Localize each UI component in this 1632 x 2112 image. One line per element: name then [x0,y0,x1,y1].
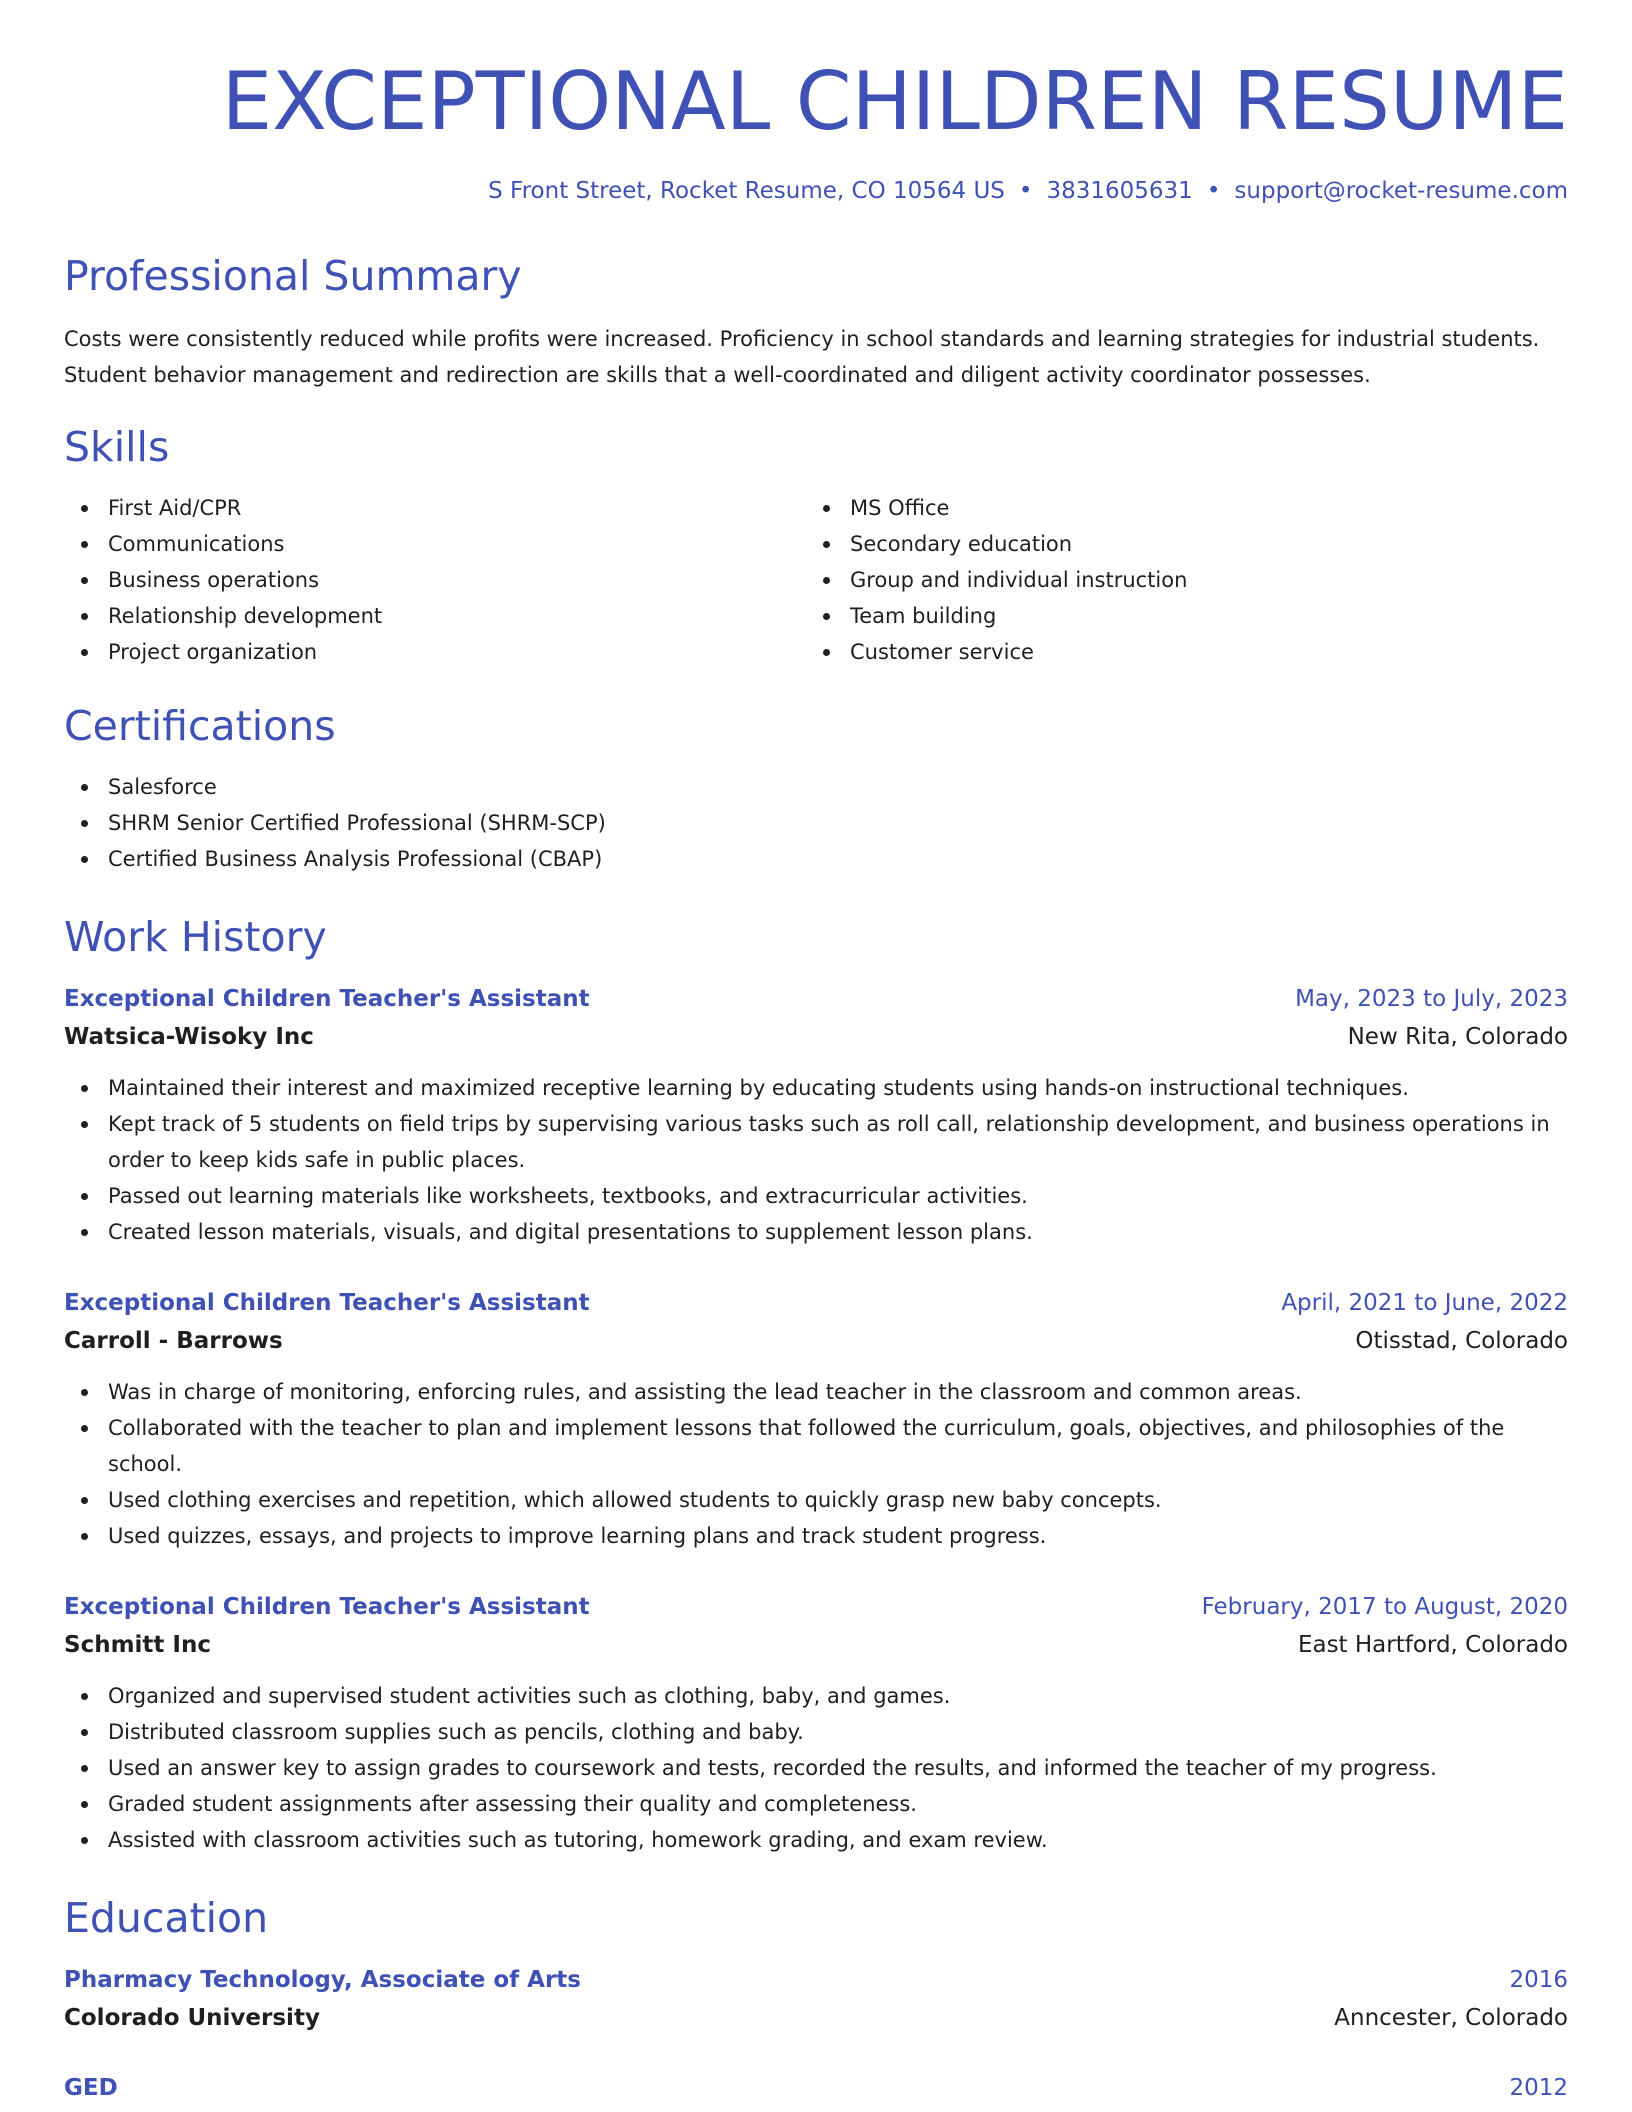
work-history-heading: Work History [64,913,327,961]
job-duty: Created lesson materials, visuals, and digital presentations to supplement lesson plans. [64,1214,1568,1250]
skill-item: Customer service [806,634,1548,670]
certification-item: SHRM Senior Certified Professional (SHRM-SCP) [64,805,1568,841]
skill-item: Project organization [64,634,806,670]
job-title: Exceptional Children Teacher's Assistant [64,1290,590,1316]
contact-phone: 3831605631 [1046,178,1193,204]
job-duty: Assisted with classroom activities such as tutoring, homework grading, and exam review. [64,1822,1568,1858]
job-dates: April, 2021 to June, 2022 [1281,1290,1568,1316]
certification-item: Certified Business Analysis Professional (CBAP) [64,841,1568,877]
education-school: Colorado University [64,2005,320,2031]
resume-name: EXCEPTIONAL CHILDREN RESUME [221,55,1568,148]
job-dates: February, 2017 to August, 2020 [1201,1594,1568,1620]
job-duty: Organized and supervised student activities such as clothing, baby, and games. [64,1678,1568,1714]
education-entry [64,2075,1568,2101]
summary-heading: Professional Summary [64,252,522,300]
skills-grid [64,490,1568,670]
skills-column-left [64,490,806,670]
skills-heading: Skills [64,423,170,471]
job-duty: Graded student assignments after assessing their quality and completeness. [64,1786,1568,1822]
skill-item: Communications [64,526,806,562]
job-dates: May, 2023 to July, 2023 [1295,986,1568,1012]
job-location: Otisstad, Colorado [1355,1328,1568,1354]
contact-address: S Front Street, Rocket Resume, CO 10564 US [488,178,1005,204]
job-entry [64,1594,1568,1858]
skills-column-right [806,490,1548,670]
education-location: Anncester, Colorado [1334,2005,1568,2031]
job-duty: Distributed classroom supplies such as pencils, clothing and baby. [64,1714,1568,1750]
job-location: New Rita, Colorado [1347,1024,1568,1050]
job-duties [64,1374,1568,1554]
certification-item: Salesforce [64,769,1568,805]
job-duty: Collaborated with the teacher to plan and implement lessons that followed the curriculum, goals, objectives, and philosophies of the school. [64,1410,1568,1482]
job-duties [64,1070,1568,1250]
job-duty: Used an answer key to assign grades to coursework and tests, recorded the results, and informed the teacher of my progress. [64,1750,1568,1786]
skill-item: Relationship development [64,598,806,634]
job-company: Schmitt Inc [64,1632,211,1658]
education-entry [64,1967,1568,2031]
skill-item: First Aid/CPR [64,490,806,526]
education-degree: GED [64,2075,118,2101]
job-location: East Hartford, Colorado [1297,1632,1568,1658]
education-degree: Pharmacy Technology, Associate of Arts [64,1967,581,1993]
skill-item: MS Office [806,490,1548,526]
job-duty: Was in charge of monitoring, enforcing rules, and assisting the lead teacher in the classroom and common areas. [64,1374,1568,1410]
education-heading: Education [64,1894,269,1942]
summary-text: Costs were consistently reduced while profits were increased. Proficiency in school standards and learning strategies for industrial students. Student behavior management and redirection are skills that a well-coordinated and diligent activity coordinator possesses. [64,327,1540,387]
contact-separator: • [1018,178,1033,204]
certifications-list [64,769,1568,877]
skill-item: Team building [806,598,1548,634]
skill-item: Group and individual instruction [806,562,1548,598]
skill-item: Secondary education [806,526,1548,562]
contact-email: support@rocket-resume.com [1234,178,1568,204]
education-year: 2012 [1509,2075,1568,2101]
education-year: 2016 [1509,1967,1568,1993]
job-entry [64,986,1568,1250]
job-company: Watsica-Wisoky Inc [64,1024,314,1050]
job-title: Exceptional Children Teacher's Assistant [64,1594,590,1620]
job-duty: Passed out learning materials like worksheets, textbooks, and extracurricular activities. [64,1178,1568,1214]
job-company: Carroll - Barrows [64,1328,283,1354]
job-duty: Used clothing exercises and repetition, which allowed students to quickly grasp new baby concepts. [64,1482,1568,1518]
contact-separator: • [1206,178,1221,204]
certifications-heading: Certifications [64,702,336,750]
job-duty: Used quizzes, essays, and projects to improve learning plans and track student progress. [64,1518,1568,1554]
job-entry [64,1290,1568,1554]
skill-item: Business operations [64,562,806,598]
contact-line [64,178,1568,204]
job-duty: Kept track of 5 students on field trips by supervising various tasks such as roll call, relationship development, and business operations in order to keep kids safe in public places. [64,1106,1568,1178]
job-duty: Maintained their interest and maximized receptive learning by educating students using hands-on instructional techniques. [64,1070,1568,1106]
job-duties [64,1678,1568,1858]
job-title: Exceptional Children Teacher's Assistant [64,986,590,1012]
